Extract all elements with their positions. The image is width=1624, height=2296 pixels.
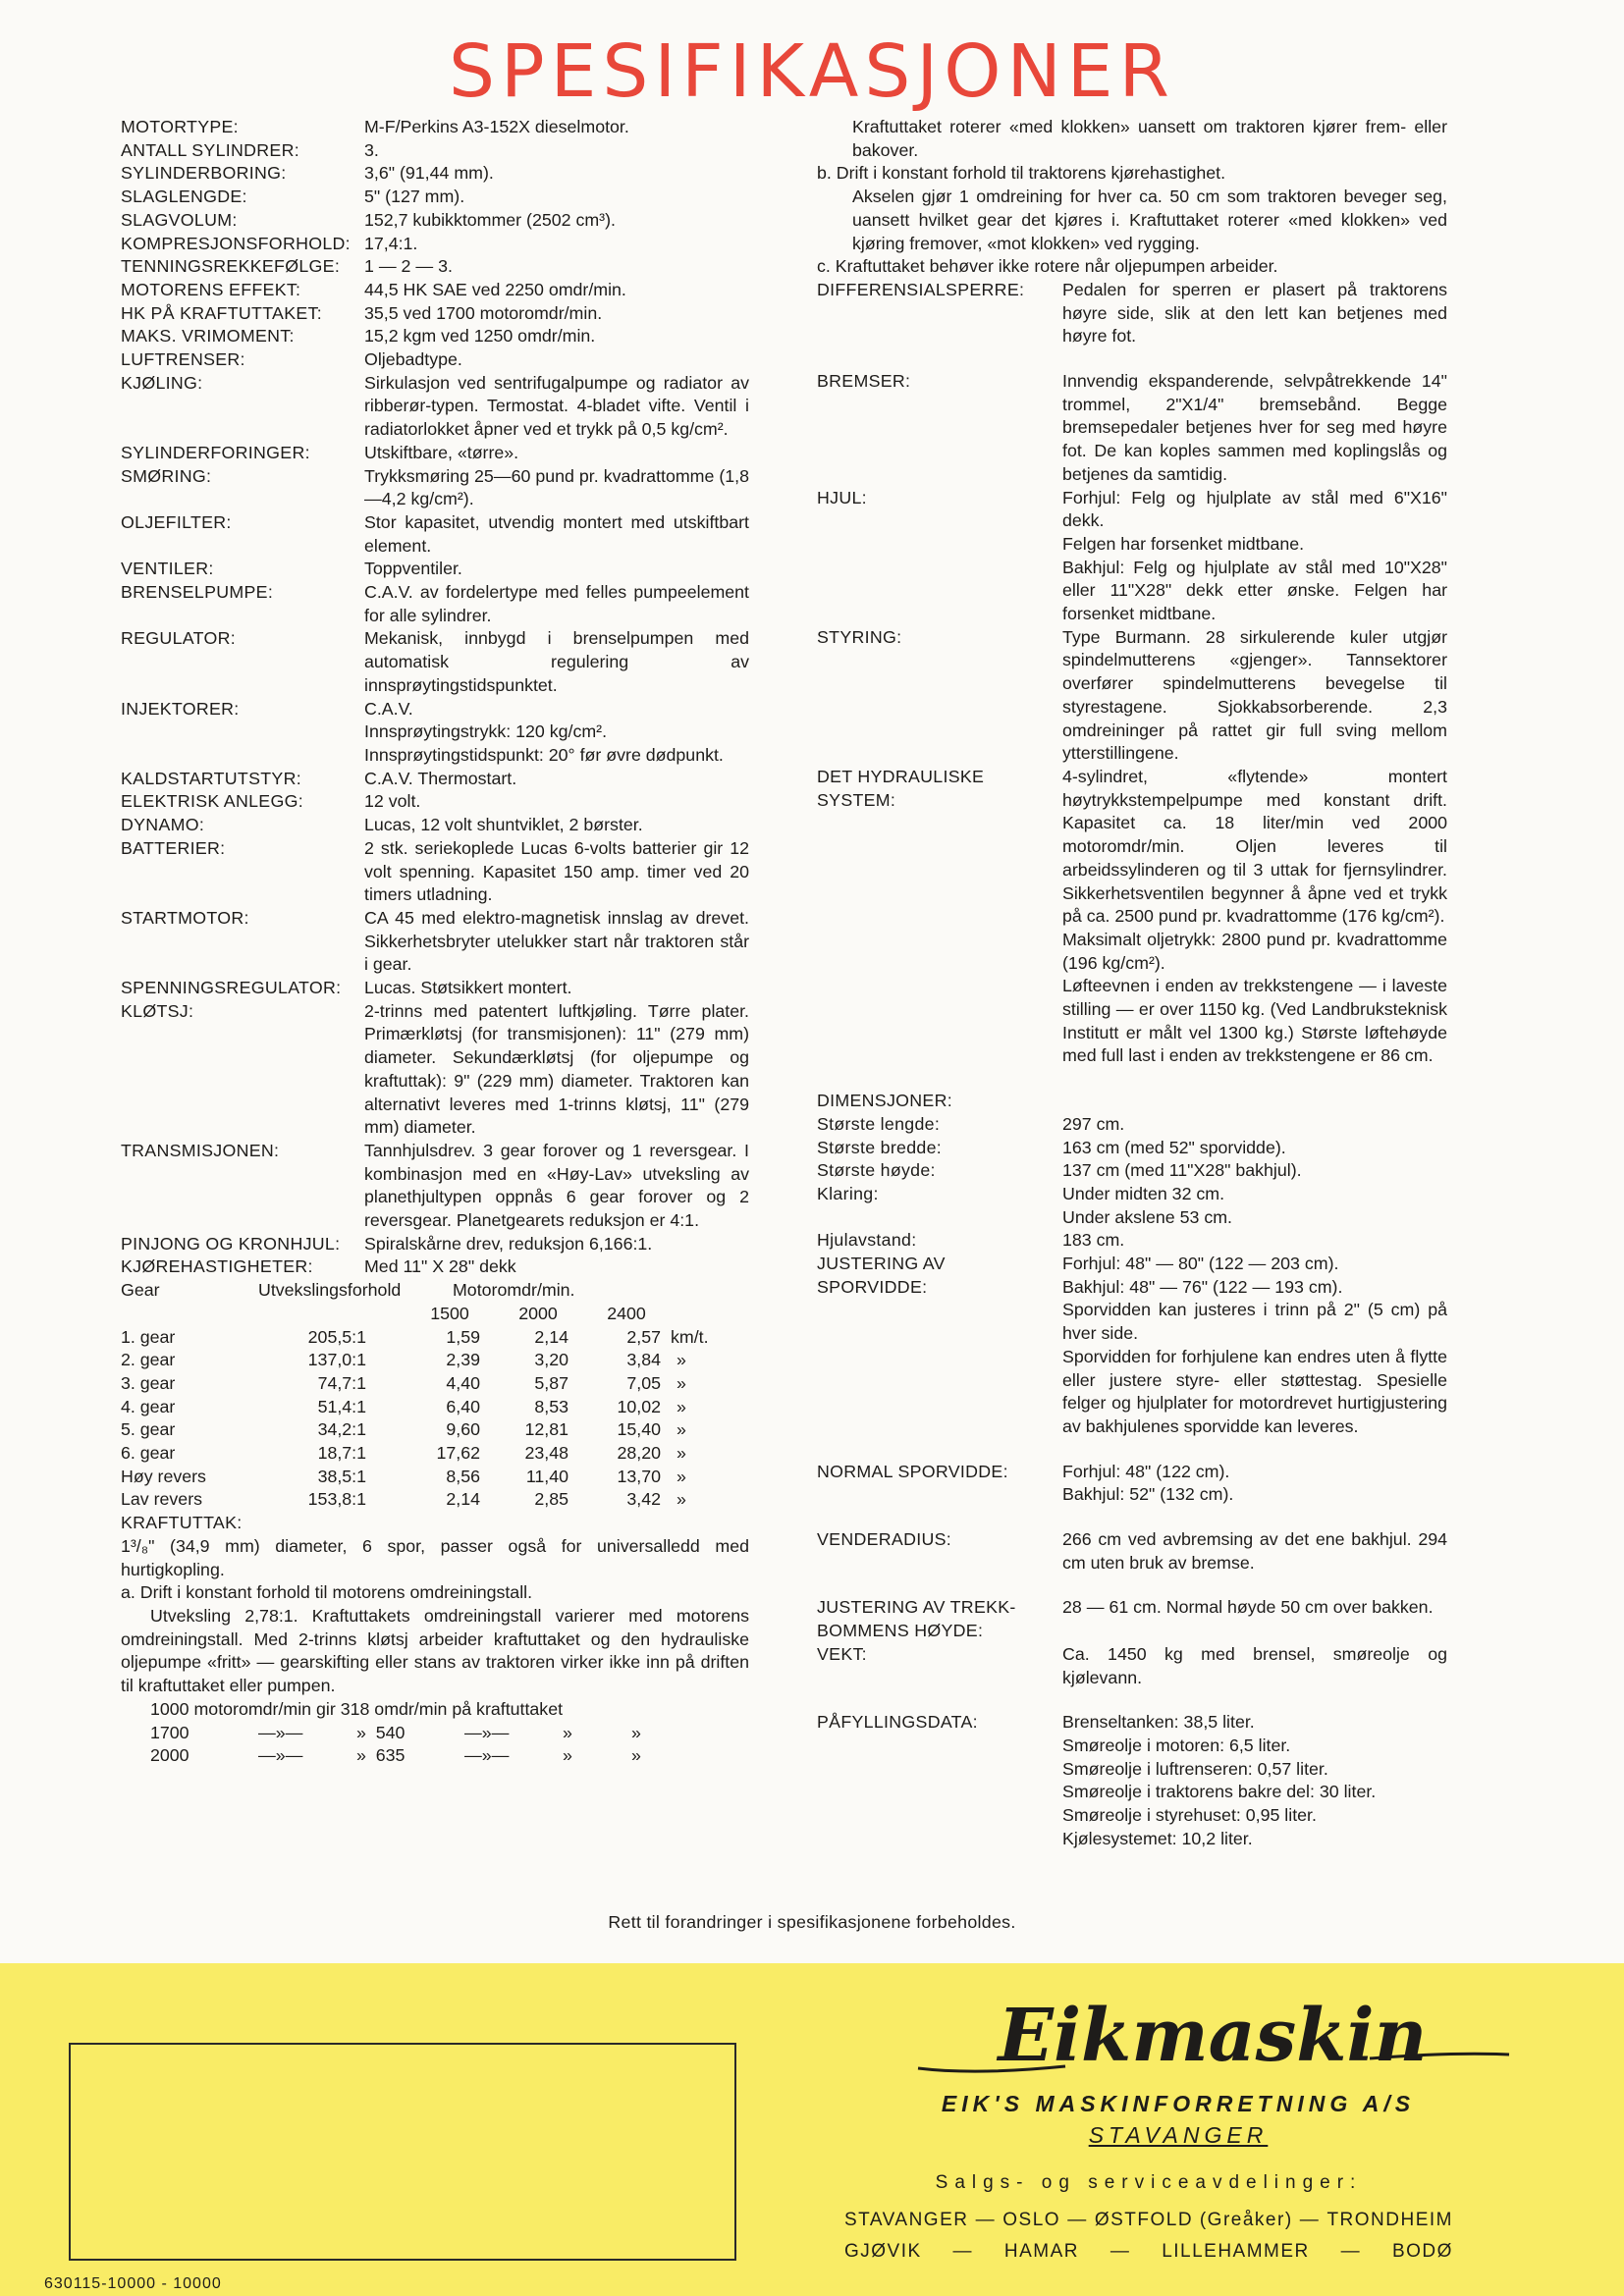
spec-line: Kjølesystemet: 10,2 liter. (1062, 1828, 1253, 1848)
departments-heading: Salgs- og serviceavdelinger: (935, 2172, 1363, 2193)
spec-line: Felgen har forsenket midtbane. (1062, 533, 1305, 554)
spec-label: BATTERIER: (121, 837, 226, 858)
pto-rpm-cell: » (631, 1722, 641, 1742)
branch-separator: — (952, 2241, 974, 2262)
gear-ratio: 153,8:1 (307, 1489, 366, 1510)
gear-table-row (121, 1349, 709, 1372)
pto-a-text: Utveksling 2,78:1. Kraftuttakets omdreiningstall varierer med motorens omdreiningstall. Med 2-trinns kløtsj arbeider kraftuttaket og den hydrauliske oljepumpe «fritt» — gearskifting eller stans av traktoren virker ikke inn på driften til kraftuttaket eller pumpen. (121, 1606, 749, 1696)
company-name: EIK'S MASKINFORRETNING A/S (941, 2091, 1416, 2116)
spec-label: ELEKTRISK ANLEGG: (121, 791, 303, 812)
spec-label-line: JUSTERING AV (817, 1254, 946, 1274)
gear-table-row (121, 1396, 709, 1419)
spec-value: Trykksmøring 25—60 pund pr. kvadrattomme (1,8—4,2 kg/cm²). (364, 465, 749, 509)
speed-2000: 2,85 (534, 1489, 568, 1510)
spec-value: 297 cm. (1062, 1113, 1125, 1134)
spec-label-dimensions: DIMENSJONER: (817, 1091, 952, 1111)
speed-2400: 15,40 (617, 1419, 661, 1440)
spec-label (817, 1253, 1062, 1439)
spec-column-left (121, 116, 749, 1768)
spec-value: C.A.V. Thermostart. (364, 768, 517, 788)
spec-line: Bakhjul: Felg og hjulplate av stål med 10"X28" eller 11"X28" dekk etter ønske. Felgen har forsenket midtbane. (1062, 557, 1447, 624)
spec-line: Bakhjul: 52" (132 cm). (1062, 1484, 1234, 1505)
spec-label: ANTALL SYLINDRER: (121, 139, 299, 160)
ditto-mark: » (677, 1466, 686, 1486)
spec-row-batteries (121, 837, 749, 907)
gear-header: Gear (121, 1280, 160, 1301)
spec-line: Forhjul: Felg og hjulplate av stål med 6"X16" dekk. (1062, 487, 1447, 531)
print-code: 630115-10000 - 10000 (44, 2275, 222, 2292)
spec-value (1062, 1461, 1447, 1507)
spec-value: 3,6" (91,44 mm). (364, 163, 494, 184)
speed-2400: 10,02 (617, 1396, 661, 1416)
spec-label (817, 1596, 1062, 1642)
spec-line: Brenseltanken: 38,5 liter. (1062, 1712, 1255, 1733)
spec-line: Under midten 32 cm. (1062, 1183, 1225, 1203)
spec-row-voltage-regulator (121, 977, 749, 1000)
spec-line: Smøreolje i traktorens bakre del: 30 liter. (1062, 1782, 1377, 1802)
spec-row-firing-order (121, 255, 749, 279)
spec-row-capacities (817, 1711, 1447, 1850)
spec-label: REGULATOR: (121, 628, 236, 649)
spec-value: Type Burmann. 28 sirkulerende kuler utgjør spindelmutterens «gjenger». Tannsektorer overfører spindelmutterens bevegelse til styrestagene. Sjokkabsorberende. 2,3 omdreininger på rattet gir full sving mellom ytterstillingene. (1062, 626, 1447, 764)
ditto-mark: » (677, 1443, 686, 1464)
spec-label: HJUL: (817, 487, 867, 507)
speed-1500: 2,39 (446, 1350, 480, 1370)
pto-rpm-cell: » 635 (356, 1745, 406, 1766)
gear-table-row (121, 1488, 709, 1512)
spec-row-turning-radius (817, 1528, 1447, 1575)
spec-value: 2-trinns med patentert luftkjøling. Tørre plater. Primærkløtsj (for transmisjonen): 11" (279 mm) diameter. Sekundærkløtsj (for oljepumpe og kraftuttak): 9" (229 mm) diameter. Traktoren kan alternativt leveres med 1-trinns kløtsj, 11" (279 mm) diameter. (364, 1000, 749, 1138)
spec-row-drawbar (817, 1596, 1447, 1642)
gear-ratio: 205,5:1 (307, 1326, 366, 1347)
spec-value: Stor kapasitet, utvendig montert med utskiftbart element. (364, 511, 749, 556)
spec-line: Sporvidden kan justeres i trinn på 2" (5 cm) på hver side. (1062, 1300, 1447, 1344)
speed-2400: 7,05 (626, 1372, 661, 1393)
spec-value: 1 — 2 — 3. (364, 256, 453, 277)
gear-name: 5. gear (121, 1419, 176, 1440)
spec-column-right (817, 116, 1447, 1851)
gear-name: 6. gear (121, 1443, 176, 1464)
ditto-mark: » (677, 1419, 686, 1440)
spec-value: 183 cm. (1062, 1230, 1125, 1251)
spec-value: 5" (127 mm). (364, 187, 465, 207)
spec-row-clearance (817, 1183, 1447, 1229)
spec-value: M-F/Perkins A3-152X dieselmotor. (364, 117, 629, 136)
pto-rpm-row (150, 1722, 671, 1745)
pto-rpm-cell: —»— (258, 1722, 303, 1742)
speed-2400: 2,57 (626, 1326, 661, 1347)
spec-label: NORMAL SPORVIDDE: (817, 1461, 1008, 1481)
pto-rpm-line: 1000 motoromdr/min gir 318 omdr/min på kraftuttaket (150, 1698, 564, 1719)
spec-label: BRENSELPUMPE: (121, 582, 274, 603)
spec-row-governor (121, 627, 749, 697)
speed-1500: 2,14 (446, 1489, 480, 1510)
spec-row-starter (121, 907, 749, 977)
spec-value: Innvendig ekspanderende, selvpåtrekkende 14" trommel, 2"X1/4" bremsebånd. Begge bremsepedaler betjenes hver for seg med høyre fot. De kan koples sammen med koplingslås og betjenes da samtidig. (1062, 371, 1447, 484)
spec-label: HK PÅ KRAFTUTTAKET: (121, 302, 322, 323)
speed-2000: 23,48 (524, 1443, 568, 1464)
speed-2000: 3,20 (534, 1350, 568, 1370)
branch-name: OSLO (1002, 2210, 1061, 2230)
speed-1500: 17,62 (436, 1443, 480, 1464)
spec-label: Største høyde: (817, 1160, 936, 1181)
gear-table-row (121, 1442, 709, 1466)
pto-continued: Kraftuttaket roterer «med klokken» uansett om traktoren kjører frem- eller bakover. (852, 117, 1447, 160)
spec-label: OLJEFILTER: (121, 511, 232, 532)
pto-rpm-table (150, 1722, 671, 1768)
spec-label: DIFFERENSIALSPERRE: (817, 279, 1025, 299)
spec-label: PÅFYLLINGSDATA: (817, 1712, 978, 1733)
spec-value: 17,4:1. (364, 233, 418, 253)
pto-rpm-table-body (150, 1722, 671, 1768)
branch-name: GJØVIK (844, 2241, 922, 2262)
spec-value: Lucas, 12 volt shuntviklet, 2 børster. (364, 815, 643, 835)
spec-label: SMØRING: (121, 465, 212, 486)
spec-label: VENTILER: (121, 559, 214, 579)
speed-1500: 8,56 (446, 1466, 480, 1486)
speed-2000: 8,53 (534, 1396, 568, 1416)
gear-ratio: 38,5:1 (317, 1466, 366, 1486)
spec-label: MOTORENS EFFEKT: (121, 279, 301, 299)
speed-2400: 3,42 (626, 1489, 661, 1510)
pto-rpm-cell: » 540 (356, 1722, 406, 1742)
spec-row-fuel-pump (121, 581, 749, 627)
branch-name: BODØ (1391, 2241, 1453, 2262)
pto-label: KRAFTUTTAK: (121, 1513, 243, 1533)
spec-row-transmission (121, 1140, 749, 1233)
gear-table-row (121, 1418, 709, 1442)
spec-label (817, 766, 1062, 1068)
spec-value: Pedalen for sperren er plasert på traktorens høyre side, slik at den lett kan betjenes med høyre fot. (1062, 279, 1447, 347)
gear-ratio: 34,2:1 (317, 1419, 366, 1440)
spec-row-cylinders (121, 139, 749, 163)
speed-1500: 4,40 (446, 1372, 480, 1393)
pto-rpm-cell: —»— (464, 1745, 510, 1766)
pto-rpm-cell: » (631, 1745, 641, 1766)
spec-row-wheels (817, 487, 1447, 626)
speed-unit: km/t. (671, 1326, 709, 1347)
pto-a-title: a. Drift i konstant forhold til motorens omdreiningstall. (121, 1582, 533, 1603)
spec-value: 15,2 kgm ved 1250 omdr/min. (364, 326, 596, 347)
spec-label: VEKT: (817, 1643, 867, 1664)
speed-2400: 13,70 (617, 1466, 661, 1486)
branch-list-2 (844, 2241, 1453, 2263)
spec-line: Smøreolje i luftrenseren: 0,57 liter. (1062, 1758, 1328, 1779)
spec-row-brakes (817, 370, 1447, 487)
spec-label: KJØREHASTIGHETER: (121, 1256, 313, 1277)
spec-line: Forhjul: 48" (122 cm). (1062, 1461, 1230, 1481)
spec-line: Bakhjul: 48" — 76" (122 — 193 cm). (1062, 1276, 1343, 1297)
branch-name: HAMAR (1003, 2241, 1079, 2262)
spec-value: 137 cm (med 11"X28" bakhjul). (1062, 1160, 1302, 1181)
spec-row-track-adjustment (817, 1253, 1447, 1439)
branch-separator: — (1340, 2241, 1362, 2262)
spec-label: KOMPRESJONSFORHOLD: (121, 233, 351, 253)
speed-1500: 6,40 (446, 1396, 480, 1416)
spec-label-line: SPORVIDDE: (817, 1276, 928, 1297)
spec-value: 2 stk. seriekoplede Lucas 6-volts batterier gir 12 volt spenning. Kapasitet 150 amp. timer ved 20 timers utladning. (364, 837, 749, 905)
spec-row-displacement (121, 209, 749, 233)
spec-row-steering (817, 626, 1447, 766)
spec-row-liners (121, 442, 749, 465)
ditto-mark: » (677, 1489, 686, 1510)
speed-2400: 28,20 (617, 1443, 661, 1464)
spec-label: STYRING: (817, 626, 902, 647)
spec-row-normal-track (817, 1461, 1447, 1507)
spec-row-width (817, 1137, 1447, 1160)
spec-label: STARTMOTOR: (121, 907, 249, 928)
page-title: SPESIFIKASJONER (449, 29, 1175, 114)
gear-table-header (121, 1279, 709, 1303)
spec-value (1062, 1711, 1447, 1850)
spec-row-cooling (121, 372, 749, 442)
spec-value: 35,5 ved 1700 motoromdr/min. (364, 302, 603, 323)
rpm-2000: 2000 (518, 1303, 558, 1323)
gear-table-row (121, 1466, 709, 1489)
spec-value: Tannhjulsdrev. 3 gear forover og 1 reversgear. I kombinasjon med en «Høy-Lav» utveksling av planethjultypen oppnås 6 gear forover og 2 reversgear. Planetgearets reduksjon er 4:1. (364, 1140, 749, 1231)
spec-line: Innsprøytingstrykk: 120 kg/cm². (364, 721, 608, 742)
spec-label-line: SYSTEM: (817, 789, 896, 810)
ratio-header: Utvekslingsforhold (258, 1280, 402, 1301)
dealer-stamp-box (69, 2043, 736, 2261)
pto-rpm-cell: » (563, 1722, 572, 1742)
gear-name: 3. gear (121, 1372, 176, 1393)
spec-label: PINJONG OG KRONHJUL: (121, 1233, 341, 1254)
spec-row-length (817, 1113, 1447, 1137)
spec-label: MAKS. VRIMOMENT: (121, 326, 295, 347)
spec-value: Oljebadtype. (364, 349, 462, 370)
spec-row-height (817, 1159, 1447, 1183)
spec-row-cold-start (121, 768, 749, 791)
spec-row-dynamo (121, 814, 749, 837)
spec-label: SYLINDERFORINGER: (121, 442, 310, 462)
branch-name: TRONDHEIM (1326, 2210, 1453, 2230)
branch-name: ØSTFOLD (Greåker) (1094, 2210, 1293, 2230)
spec-row-lubrication (121, 465, 749, 511)
spec-value: 28 — 61 cm. Normal høyde 50 cm over bakken. (1062, 1597, 1434, 1618)
gear-table-row (121, 1372, 709, 1396)
spec-value: 163 cm (med 52" sporvidde). (1062, 1137, 1286, 1157)
eikmaskin-logo (908, 1998, 1517, 2086)
spec-label-line: BOMMENS HØYDE: (817, 1621, 984, 1641)
gear-ratio: 18,7:1 (317, 1443, 366, 1464)
gear-name: 2. gear (121, 1350, 176, 1370)
spec-line: Smøreolje i motoren: 6,5 liter. (1062, 1735, 1291, 1755)
spec-label: KALDSTARTUTSTYR: (121, 768, 301, 788)
branch-name: LILLEHAMMER (1162, 2241, 1310, 2262)
gear-name: 1. gear (121, 1326, 176, 1347)
spec-line: Maksimalt oljetrykk: 2800 pund pr. kvadrattomme (196 kg/cm²). (1062, 929, 1447, 973)
spec-value: Ca. 1450 kg med brensel, smøreolje og kjølevann. (1062, 1643, 1447, 1687)
disclaimer-note: Rett til forandringer i spesifikasjonene forbeholdes. (608, 1912, 1016, 1932)
spec-label-line: DET HYDRAULISKE (817, 766, 985, 786)
spec-value: 3. (364, 139, 379, 160)
spec-label: KLØTSJ: (121, 1000, 194, 1021)
spec-row-bore (121, 162, 749, 186)
spec-row-valves (121, 558, 749, 581)
ditto-mark: » (677, 1396, 686, 1416)
pto-rpm-cell: —»— (258, 1745, 303, 1766)
gear-speed-table (121, 1279, 709, 1512)
pto-rpm-row (150, 1744, 671, 1768)
spec-label: TRANSMISJONEN: (121, 1140, 280, 1160)
spec-row-oil-filter (121, 511, 749, 558)
branch-separator: — (975, 2210, 997, 2230)
spec-row-compression (121, 233, 749, 256)
spec-value: CA 45 med elektro-magnetisk innslag av drevet. Sikkerhetsbryter utelukker start når traktoren står i gear. (364, 907, 749, 975)
gear-name: 4. gear (121, 1396, 176, 1416)
spec-line: 4-sylindret, «flytende» montert høytrykkstempelpumpe med konstant drift. Kapasitet ca. 18 liter/min ved 2000 motoromdr/min. Oljen leveres til arbeidssylinderen og til 3 uttak for fjernsylindrer. Sikkerhetsventilen begynner å åpne ved et trykk på ca. 2500 pund pr. kvadrattomme (176 kg/cm²). (1062, 766, 1447, 927)
rpm-header: Motoromdr/min. (453, 1280, 575, 1301)
spec-value: 152,7 kubikktommer (2502 cm³). (364, 209, 616, 230)
spec-value: 12 volt. (364, 791, 421, 812)
spec-label: Hjulavstand: (817, 1230, 917, 1251)
spec-value: Lucas. Støtsikkert montert. (364, 978, 572, 998)
spec-row-stroke (121, 186, 749, 209)
pto-rpm-cell: 1700 (150, 1722, 189, 1742)
spec-value: 44,5 HK SAE ved 2250 omdr/min. (364, 279, 626, 299)
spec-value: C.A.V. av fordelertype med felles pumpeelement for alle sylindrer. (364, 582, 749, 625)
spec-value (1062, 766, 1447, 1068)
gear-speed-table-body (121, 1279, 709, 1512)
spec-label: MOTORTYPE: (121, 117, 239, 136)
speed-1500: 9,60 (446, 1419, 480, 1440)
speed-2000: 11,40 (525, 1466, 568, 1486)
pto-rpm-cell: —»— (464, 1722, 510, 1742)
pto-intro: 1³/₈" (34,9 mm) diameter, 6 spor, passer også for universalledd med hurtigkopling. (121, 1535, 749, 1579)
spec-label: Klaring: (817, 1183, 879, 1203)
spec-value: Utskiftbare, «tørre». (364, 442, 519, 462)
spec-label: TENNINGSREKKEFØLGE: (121, 256, 341, 277)
spec-row-diff-lock (817, 279, 1447, 348)
spec-value: 266 cm ved avbremsing av det ene bakhjul. 294 cm uten bruk av bremse. (1062, 1529, 1447, 1573)
spec-line: Løfteevnen i enden av trekkstengene — i laveste stilling — er over 1150 kg. (Ved Landbruksteknisk Institutt er målt vel 1300 kg.) Største løftehøyde med full last i enden av trekkstengene er 86 cm. (1062, 976, 1447, 1066)
spec-row-air-cleaner (121, 348, 749, 372)
spec-value: Sirkulasjon ved sentrifugalpumpe og radiator av ribberør-typen. Termostat. 4-bladet vifte. Ventil i radiatorlokket åpner ved et trykk på 0,5 kg/cm². (364, 372, 749, 440)
pto-rpm-cell: 2000 (150, 1745, 189, 1766)
spec-row-power (121, 279, 749, 302)
gear-ratio: 51,4:1 (317, 1396, 366, 1416)
spec-row-wheelbase (817, 1229, 1447, 1253)
pto-rpm-cell: » (563, 1745, 572, 1766)
ditto-mark: » (677, 1350, 686, 1370)
spec-line: Under akslene 53 cm. (1062, 1206, 1232, 1227)
rpm-2400: 2400 (607, 1303, 646, 1323)
spec-line: Sporvidden for forhjulene kan endres uten å flytte eller justere styre- eller støttestag. Spesielle felger og hjulplater for motordrevet hurtigjustering av bakhjulenes sporvidde kan leveres. (1062, 1346, 1447, 1436)
spec-label: DYNAMO: (121, 815, 205, 835)
spec-line: Forhjul: 48" — 80" (122 — 203 cm). (1062, 1254, 1339, 1274)
spec-label: Største lengde: (817, 1113, 941, 1134)
branch-separator: — (1299, 2210, 1321, 2230)
branch-separator: — (1110, 2241, 1131, 2262)
spec-label: SPENNINGSREGULATOR: (121, 978, 342, 998)
branch-name: STAVANGER (844, 2210, 969, 2230)
spec-line: Innsprøytingstidspunkt: 20° før øvre dødpunkt. (364, 744, 724, 765)
speed-2000: 12,81 (524, 1419, 568, 1440)
spec-row-pinion (121, 1233, 749, 1256)
spec-row-torque (121, 325, 749, 348)
spec-row-pto-hp (121, 302, 749, 326)
ditto-mark: » (677, 1372, 686, 1393)
branch-list-1 (844, 2210, 1453, 2231)
company-city-text: STAVANGER (1088, 2122, 1269, 2148)
rpm-1500: 1500 (430, 1303, 469, 1323)
speed-1500: 1,59 (446, 1326, 480, 1347)
spec-value (1062, 1253, 1447, 1439)
spec-row-weight (817, 1643, 1447, 1689)
spec-value: Toppventiler. (364, 559, 462, 579)
spec-value: Med 11" X 28" dekk (364, 1256, 516, 1277)
pto-b-text: Akselen gjør 1 omdreining for hver ca. 50 cm som traktoren beveger seg, uansett hvilket gear det kjøres i. Kraftuttaket roterer «med klokken» ved kjøring fremover, «mot klokken» ved rygging. (852, 187, 1447, 253)
spec-label: LUFTRENSER: (121, 349, 245, 370)
spec-row-clutch (121, 1000, 749, 1140)
spec-value (364, 698, 749, 768)
speed-2000: 5,87 (534, 1372, 568, 1393)
pto-c-title: c. Kraftuttaket behøver ikke rotere når oljepumpen arbeider. (817, 256, 1278, 277)
spec-label: Største bredde: (817, 1137, 943, 1157)
gear-ratio: 137,0:1 (307, 1350, 366, 1370)
gear-name: Lav revers (121, 1489, 203, 1510)
branch-separator: — (1067, 2210, 1088, 2230)
spec-row-speeds (121, 1255, 749, 1279)
spec-row-hydraulic (817, 766, 1447, 1068)
spec-label: KJØLING: (121, 372, 203, 393)
spec-value: Mekanisk, innbygd i brenselpumpen med automatisk regulering av innsprøytingstidspunktet. (364, 628, 749, 695)
spec-line: Smøreolje i styrehuset: 0,95 liter. (1062, 1805, 1317, 1826)
gear-table-rpm-row (121, 1303, 709, 1326)
gear-ratio: 74,7:1 (317, 1372, 366, 1393)
spec-line: C.A.V. (364, 698, 413, 719)
pto-b-title: b. Drift i konstant forhold til traktorens kjørehastighet. (817, 163, 1226, 184)
spec-value (1062, 1183, 1447, 1229)
speed-2400: 3,84 (626, 1350, 661, 1370)
spec-label: SYLINDERBORING: (121, 163, 287, 184)
speed-2000: 2,14 (534, 1326, 568, 1347)
logo-wordmark: Eikmaskin (998, 1998, 1428, 2078)
spec-label: VENDERADIUS: (817, 1529, 951, 1550)
spec-row-injectors (121, 698, 749, 768)
company-city (903, 2122, 1453, 2149)
spec-label-line: JUSTERING AV TREKK- (817, 1597, 1016, 1618)
spec-label: SLAGVOLUM: (121, 209, 238, 230)
spec-label: INJEKTORER: (121, 698, 240, 719)
gear-name: Høy revers (121, 1466, 206, 1486)
spec-label: BREMSER: (817, 371, 911, 392)
spec-value: Spiralskårne drev, reduksjon 6,166:1. (364, 1233, 653, 1254)
spec-row-electrical (121, 790, 749, 814)
gear-table-row (121, 1326, 709, 1350)
spec-label: SLAGLENGDE: (121, 187, 247, 207)
spec-row-motortype (121, 116, 749, 139)
spec-value (1062, 487, 1447, 626)
